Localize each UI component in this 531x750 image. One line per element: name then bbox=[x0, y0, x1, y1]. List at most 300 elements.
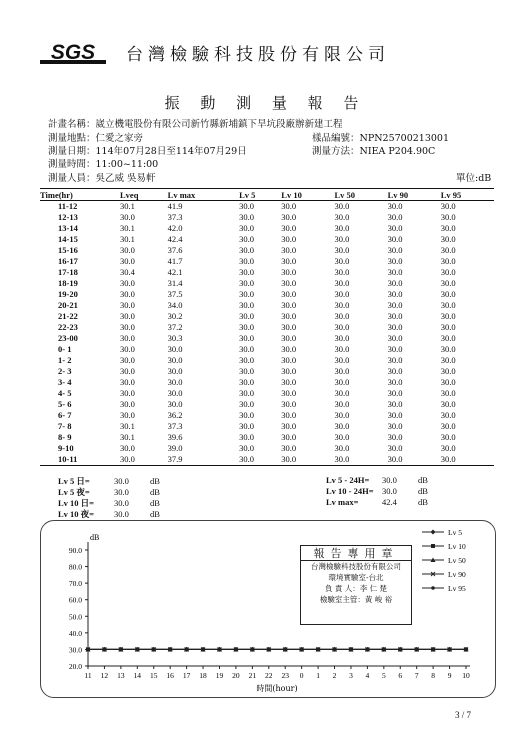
value-cell: 30.0 bbox=[281, 377, 297, 387]
value-cell: 30.0 bbox=[239, 322, 255, 332]
value-cell: 30.0 bbox=[239, 201, 255, 211]
value-cell: 30.0 bbox=[120, 399, 135, 409]
value-cell: 30.0 bbox=[440, 256, 456, 266]
method-value: ：NIEA P204.90C bbox=[350, 146, 436, 157]
value-cell: 30.0 bbox=[440, 201, 456, 211]
value-cell: 30.0 bbox=[334, 212, 350, 222]
value-cell: 30.0 bbox=[334, 388, 350, 398]
value-cell: 37.6 bbox=[167, 245, 183, 255]
value-cell: 30.0 bbox=[334, 300, 350, 310]
value-cell: 30.0 bbox=[440, 322, 456, 332]
x-tick-label: 18 bbox=[199, 671, 207, 680]
value-cell: 30.0 bbox=[239, 443, 255, 453]
stamp-title: 報告專用章 bbox=[301, 546, 411, 561]
time-cell: 17-18 bbox=[58, 267, 78, 277]
x-tick-label: 22 bbox=[265, 671, 273, 680]
table-row bbox=[40, 377, 494, 388]
data-point bbox=[185, 648, 189, 652]
summary-label: Lv 5 夜= bbox=[58, 487, 90, 497]
value-cell: 30.0 bbox=[120, 322, 135, 332]
value-cell: 30.0 bbox=[440, 366, 456, 376]
date-value: 114年07月28日至114年07月29日 bbox=[95, 146, 247, 157]
stamp-line-1: 台灣檢驗科技股份有限公司 bbox=[311, 562, 401, 571]
table-header-cell: Lv 10 bbox=[281, 189, 334, 201]
value-cell: 30.0 bbox=[281, 201, 297, 211]
value-cell: 37.9 bbox=[168, 454, 239, 466]
value-cell: 37.5 bbox=[167, 289, 183, 299]
summary-value: 30.0 bbox=[382, 475, 397, 485]
value-cell: 30.0 bbox=[440, 212, 456, 222]
value-cell: 30.0 bbox=[334, 377, 350, 387]
x-tick-label: 20 bbox=[232, 671, 240, 680]
table-row bbox=[40, 256, 494, 267]
value-cell: 30.0 bbox=[120, 454, 168, 466]
value-cell: 30.0 bbox=[387, 344, 403, 354]
summary-value: 42.4 bbox=[382, 497, 397, 507]
time-cell: 20-21 bbox=[58, 300, 78, 310]
table-row bbox=[40, 432, 494, 443]
table-header-cell: Lv max bbox=[168, 189, 239, 201]
value-cell: 30.0 bbox=[281, 212, 297, 222]
time-cell: 0- 1 bbox=[58, 344, 72, 354]
value-cell: 30.0 bbox=[281, 245, 297, 255]
data-point bbox=[366, 648, 370, 652]
value-cell: 30.0 bbox=[281, 454, 334, 466]
summary-unit: dB bbox=[150, 498, 160, 508]
data-point bbox=[415, 648, 419, 652]
value-cell: 30.0 bbox=[281, 300, 297, 310]
value-cell: 42.1 bbox=[167, 267, 183, 277]
value-cell: 30.0 bbox=[387, 245, 403, 255]
plan-name-row bbox=[48, 116, 343, 130]
value-cell: 30.0 bbox=[281, 256, 297, 266]
x-tick-label: 0 bbox=[299, 671, 304, 680]
summary-label: Lv 10 日= bbox=[58, 498, 95, 508]
x-tick-label: 7 bbox=[414, 671, 419, 680]
time-cell: 8- 9 bbox=[58, 432, 72, 442]
table-header-cell: Lv 90 bbox=[388, 189, 441, 201]
data-point bbox=[152, 648, 156, 652]
summary-unit: dB bbox=[150, 509, 160, 519]
logo-text: SGS bbox=[50, 41, 96, 64]
time-label: 測量時間： bbox=[48, 159, 96, 170]
table-row bbox=[40, 267, 494, 278]
value-cell: 30.0 bbox=[120, 366, 135, 376]
summary-right bbox=[326, 475, 428, 508]
table-header-cell: Lv 5 bbox=[239, 189, 281, 201]
x-tick-label: 1 bbox=[316, 671, 320, 680]
table-row bbox=[40, 454, 494, 466]
sample-no-label: 樣品編號 bbox=[312, 133, 351, 144]
value-cell: 30.0 bbox=[120, 344, 135, 354]
value-cell: 30.0 bbox=[239, 377, 255, 387]
value-cell: 30.0 bbox=[281, 311, 297, 321]
summary-label: Lv 10 夜= bbox=[58, 509, 95, 519]
x-tick-label: 12 bbox=[100, 671, 109, 680]
value-cell: 30.0 bbox=[120, 443, 135, 453]
value-cell: 30.0 bbox=[281, 388, 297, 398]
y-tick-label: 70.0 bbox=[68, 579, 82, 589]
table-row bbox=[40, 212, 494, 223]
x-tick-label: 13 bbox=[117, 671, 125, 680]
data-point bbox=[168, 648, 172, 652]
value-cell: 30.1 bbox=[120, 234, 135, 244]
vibration-table bbox=[40, 188, 494, 466]
time-cell: 10-11 bbox=[40, 454, 120, 466]
value-cell: 30.0 bbox=[239, 311, 255, 321]
value-cell: 30.0 bbox=[440, 410, 456, 420]
value-cell: 30.0 bbox=[120, 256, 135, 266]
time-value: 11:00~11:00 bbox=[95, 159, 159, 170]
value-cell: 30.0 bbox=[440, 355, 456, 365]
summary-left bbox=[58, 475, 160, 519]
value-cell: 30.0 bbox=[334, 421, 350, 431]
legend-label: Lv 5 bbox=[448, 528, 462, 537]
data-point bbox=[103, 648, 107, 652]
table-header-cell: Time(hr) bbox=[40, 189, 120, 201]
time-cell: 4- 5 bbox=[58, 388, 72, 398]
x-tick-label: 9 bbox=[447, 671, 452, 680]
plan-name-value: 崴立機電股份有限公司新竹縣新埔鎮下旱坑段廠辦新建工程 bbox=[95, 119, 343, 130]
time-cell: 21-22 bbox=[58, 311, 78, 321]
time-cell: 11-12 bbox=[58, 201, 78, 211]
value-cell: 30.0 bbox=[440, 344, 456, 354]
value-cell: 30.0 bbox=[334, 223, 350, 233]
value-cell: 30.0 bbox=[120, 377, 135, 387]
value-cell: 42.4 bbox=[167, 234, 183, 244]
summary-value: 30.0 bbox=[114, 509, 129, 519]
y-tick-label: 40.0 bbox=[68, 628, 82, 638]
value-cell: 30.0 bbox=[167, 399, 183, 409]
page-number: 3 / 7 bbox=[455, 710, 472, 720]
value-cell: 30.0 bbox=[281, 366, 297, 376]
value-cell: 30.0 bbox=[239, 344, 255, 354]
summary-value: 30.0 bbox=[114, 476, 129, 486]
value-cell: 30.0 bbox=[387, 256, 403, 266]
value-cell: 30.0 bbox=[334, 234, 350, 244]
time-cell: 2- 3 bbox=[58, 366, 72, 376]
value-cell: 30.0 bbox=[440, 289, 456, 299]
plan-name-label: 計畫名稱： bbox=[48, 119, 96, 130]
value-cell: 30.0 bbox=[120, 311, 135, 321]
time-cell: 14-15 bbox=[58, 234, 78, 244]
value-cell: 30.0 bbox=[239, 234, 255, 244]
report-title: 振 動 測 量 報 告 bbox=[164, 94, 367, 112]
data-point bbox=[300, 648, 304, 652]
legend-label: Lv 90 bbox=[448, 570, 466, 579]
value-cell: 30.1 bbox=[120, 223, 135, 233]
table-row bbox=[40, 355, 494, 366]
value-cell: 30.3 bbox=[167, 333, 183, 343]
summary-label: Lv 5 日= bbox=[58, 476, 90, 486]
table-row bbox=[40, 388, 494, 399]
value-cell: 30.0 bbox=[239, 212, 255, 222]
value-cell: 30.0 bbox=[167, 377, 183, 387]
value-cell: 30.0 bbox=[387, 399, 403, 409]
value-cell: 30.0 bbox=[440, 388, 456, 398]
value-cell: 30.0 bbox=[334, 410, 350, 420]
data-point bbox=[234, 648, 238, 652]
legend-label: Lv 95 bbox=[448, 584, 466, 593]
value-cell: 30.0 bbox=[239, 410, 255, 420]
value-cell: 30.0 bbox=[440, 432, 456, 442]
x-tick-label: 19 bbox=[215, 671, 224, 680]
value-cell: 31.4 bbox=[167, 278, 183, 288]
summary-unit: dB bbox=[150, 487, 160, 497]
method-label: 測量方法 bbox=[312, 146, 351, 157]
vibration-chart bbox=[40, 520, 494, 696]
date-label: 測量日期： bbox=[48, 146, 96, 157]
legend-label: Lv 10 bbox=[448, 542, 466, 551]
x-tick-label: 11 bbox=[84, 671, 92, 680]
sample-no-row bbox=[312, 130, 449, 144]
value-cell: 37.2 bbox=[167, 322, 183, 332]
value-cell: 30.0 bbox=[167, 366, 183, 376]
time-cell: 22-23 bbox=[58, 322, 78, 332]
value-cell: 30.0 bbox=[334, 256, 350, 266]
value-cell: 30.0 bbox=[167, 355, 183, 365]
x-tick-label: 16 bbox=[166, 671, 174, 680]
x-tick-label: 10 bbox=[462, 671, 470, 680]
data-point bbox=[382, 648, 386, 652]
table-row bbox=[40, 234, 494, 245]
data-point bbox=[398, 648, 402, 652]
stamp-line-2: 環境實驗室-台北 bbox=[328, 573, 384, 582]
value-cell: 30.0 bbox=[440, 399, 456, 409]
value-cell: 30.0 bbox=[387, 201, 403, 211]
summary-unit: dB bbox=[418, 486, 428, 496]
value-cell: 30.0 bbox=[387, 267, 403, 277]
value-cell: 30.0 bbox=[239, 289, 255, 299]
table-row bbox=[40, 322, 494, 333]
table-row bbox=[40, 245, 494, 256]
time-cell: 1- 2 bbox=[58, 355, 72, 365]
value-cell: 30.0 bbox=[387, 289, 403, 299]
x-tick-label: 6 bbox=[398, 671, 403, 680]
value-cell: 30.0 bbox=[387, 300, 403, 310]
value-cell: 30.0 bbox=[239, 267, 255, 277]
y-tick-label: 90.0 bbox=[68, 546, 82, 555]
x-tick-label: 5 bbox=[381, 671, 386, 680]
summary-unit: dB bbox=[418, 497, 428, 507]
value-cell: 30.0 bbox=[387, 234, 403, 244]
data-point bbox=[283, 648, 287, 652]
value-cell: 30.1 bbox=[120, 201, 135, 211]
value-cell: 30.0 bbox=[334, 355, 350, 365]
value-cell: 30.0 bbox=[334, 311, 350, 321]
value-cell: 30.0 bbox=[387, 388, 403, 398]
value-cell: 30.0 bbox=[167, 344, 183, 354]
table-row bbox=[40, 333, 494, 344]
value-cell: 30.0 bbox=[281, 333, 297, 343]
value-cell: 30.0 bbox=[239, 399, 255, 409]
value-cell: 30.0 bbox=[120, 388, 135, 398]
staff-label: 測量人員： bbox=[48, 173, 96, 184]
company-name: 台灣檢驗科技股份有限公司 bbox=[126, 45, 390, 65]
value-cell: 30.0 bbox=[440, 311, 456, 321]
table-header-cell: Lveq bbox=[120, 189, 168, 201]
data-point bbox=[333, 648, 337, 652]
legend-marker bbox=[431, 544, 435, 548]
table-header-row bbox=[40, 189, 494, 201]
value-cell: 42.0 bbox=[167, 223, 183, 233]
summary-row bbox=[58, 486, 160, 497]
x-tick-label: 15 bbox=[149, 671, 158, 680]
date-row bbox=[48, 143, 247, 157]
value-cell: 30.0 bbox=[440, 300, 456, 310]
location-label: 測量地點： bbox=[48, 133, 96, 144]
value-cell: 30.0 bbox=[281, 410, 297, 420]
value-cell: 30.0 bbox=[281, 278, 297, 288]
value-cell: 30.0 bbox=[387, 355, 403, 365]
time-cell: 19-20 bbox=[58, 289, 78, 299]
value-cell: 36.2 bbox=[167, 410, 183, 420]
y-tick-label: 50.0 bbox=[68, 612, 82, 622]
summary-row bbox=[326, 486, 428, 497]
value-cell: 30.0 bbox=[440, 333, 456, 343]
value-cell: 30.0 bbox=[387, 212, 403, 222]
value-cell: 30.0 bbox=[334, 245, 350, 255]
value-cell: 30.0 bbox=[120, 245, 135, 255]
location-row bbox=[48, 130, 143, 144]
value-cell: 30.0 bbox=[120, 355, 135, 365]
value-cell: 30.0 bbox=[239, 223, 255, 233]
time-cell: 16-17 bbox=[58, 256, 78, 266]
value-cell: 30.0 bbox=[387, 432, 403, 442]
time-cell: 3- 4 bbox=[58, 377, 72, 387]
value-cell: 30.4 bbox=[120, 267, 135, 277]
value-cell: 30.0 bbox=[440, 377, 456, 387]
value-cell: 30.0 bbox=[239, 421, 255, 431]
time-cell: 18-19 bbox=[58, 278, 78, 288]
value-cell: 30.0 bbox=[120, 333, 135, 343]
table-row bbox=[40, 278, 494, 289]
value-cell: 30.0 bbox=[281, 421, 297, 431]
value-cell: 30.0 bbox=[387, 421, 403, 431]
value-cell: 30.0 bbox=[281, 355, 297, 365]
data-point bbox=[136, 648, 140, 652]
value-cell: 30.0 bbox=[440, 267, 456, 277]
data-point bbox=[201, 648, 205, 652]
value-cell: 30.0 bbox=[334, 443, 350, 453]
summary-row bbox=[326, 497, 428, 508]
value-cell: 30.0 bbox=[281, 322, 297, 332]
time-row bbox=[48, 156, 158, 170]
table-row bbox=[40, 366, 494, 377]
value-cell: 30.0 bbox=[281, 289, 297, 299]
x-tick-label: 21 bbox=[248, 671, 257, 680]
value-cell: 30.0 bbox=[334, 399, 350, 409]
value-cell: 30.0 bbox=[281, 443, 297, 453]
table-row bbox=[40, 223, 494, 234]
data-point bbox=[267, 648, 271, 652]
value-cell: 30.0 bbox=[387, 443, 403, 453]
time-cell: 5- 6 bbox=[58, 399, 72, 409]
value-cell: 30.0 bbox=[281, 234, 297, 244]
value-cell: 30.0 bbox=[239, 245, 255, 255]
value-cell: 30.0 bbox=[334, 267, 350, 277]
value-cell: 30.0 bbox=[387, 366, 403, 376]
x-tick-label: 3 bbox=[349, 671, 353, 680]
data-point bbox=[316, 648, 320, 652]
value-cell: 30.0 bbox=[387, 333, 403, 343]
x-tick-label: 8 bbox=[431, 671, 436, 680]
value-cell: 30.0 bbox=[239, 432, 255, 442]
value-cell: 30.0 bbox=[334, 278, 350, 288]
value-cell: 37.3 bbox=[167, 212, 183, 222]
time-cell: 23-00 bbox=[58, 333, 78, 343]
summary-row bbox=[58, 475, 160, 486]
summary-row bbox=[58, 497, 160, 508]
staff-row bbox=[48, 170, 156, 184]
table-body bbox=[40, 201, 494, 466]
value-cell: 30.0 bbox=[387, 311, 403, 321]
x-tick-label: 14 bbox=[133, 671, 142, 680]
data-point bbox=[251, 648, 255, 652]
legend-marker bbox=[431, 586, 435, 590]
location-value: 仁愛之家旁 bbox=[95, 133, 144, 144]
value-cell: 30.0 bbox=[167, 388, 183, 398]
table-row bbox=[40, 410, 494, 421]
value-cell: 30.0 bbox=[120, 278, 135, 288]
value-cell: 30.0 bbox=[334, 289, 350, 299]
time-cell: 13-14 bbox=[58, 223, 78, 233]
stamp-line-4: 檢驗室主管：黃 峻 裕 bbox=[319, 595, 393, 604]
y-tick-label: 20.0 bbox=[68, 662, 82, 671]
value-cell: 34.0 bbox=[167, 300, 183, 310]
data-point bbox=[218, 648, 222, 652]
data-point bbox=[349, 648, 353, 652]
x-tick-label: 2 bbox=[332, 671, 337, 680]
value-cell: 30.0 bbox=[281, 267, 297, 277]
x-axis-label: 時間(hour) bbox=[256, 684, 298, 693]
value-cell: 30.0 bbox=[120, 410, 135, 420]
value-cell: 37.3 bbox=[167, 421, 183, 431]
staff-value: 吳乙威 吳易軒 bbox=[95, 173, 156, 184]
data-point bbox=[464, 648, 468, 652]
summary-label: Lv 10 - 24H= bbox=[326, 486, 374, 496]
value-cell: 30.0 bbox=[334, 432, 350, 442]
value-cell: 30.0 bbox=[441, 454, 494, 466]
time-cell: 6- 7 bbox=[58, 410, 72, 420]
legend-label: Lv 50 bbox=[448, 556, 466, 565]
value-cell: 30.0 bbox=[334, 201, 350, 211]
y-tick-label: 80.0 bbox=[68, 562, 82, 572]
value-cell: 30.0 bbox=[239, 454, 281, 466]
value-cell: 30.1 bbox=[120, 432, 135, 442]
time-cell: 7- 8 bbox=[58, 421, 72, 431]
value-cell: 30.0 bbox=[239, 278, 255, 288]
value-cell: 30.0 bbox=[440, 245, 456, 255]
summary-value: 30.0 bbox=[114, 498, 129, 508]
table-header-cell: Lv 50 bbox=[334, 189, 387, 201]
report-stamp bbox=[300, 545, 412, 625]
summary-value: 30.0 bbox=[382, 486, 397, 496]
value-cell: 30.0 bbox=[334, 322, 350, 332]
value-cell: 30.0 bbox=[239, 388, 255, 398]
x-tick-label: 4 bbox=[365, 671, 370, 680]
value-cell: 30.0 bbox=[334, 366, 350, 376]
method-row bbox=[312, 143, 435, 157]
value-cell: 30.0 bbox=[387, 410, 403, 420]
value-cell: 30.0 bbox=[440, 234, 456, 244]
table-row bbox=[40, 344, 494, 355]
table-row bbox=[40, 443, 494, 454]
time-cell: 15-16 bbox=[58, 245, 78, 255]
value-cell: 30.0 bbox=[387, 223, 403, 233]
table-row bbox=[40, 311, 494, 322]
time-cell: 12-13 bbox=[58, 212, 78, 222]
